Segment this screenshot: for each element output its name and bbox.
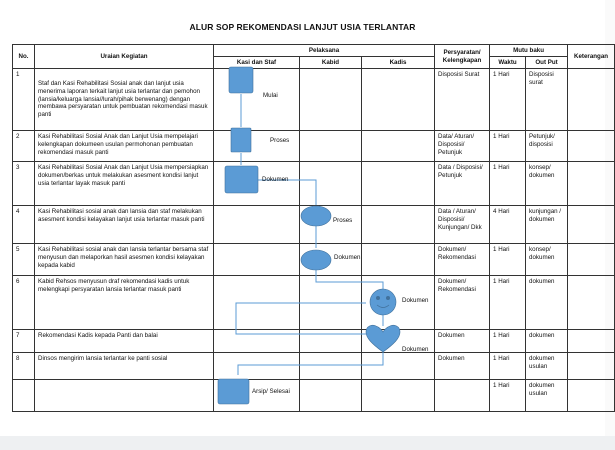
header-kadis: Kadis xyxy=(362,57,435,69)
node-label: Dokumen xyxy=(262,176,289,183)
row-time: 1 Hari xyxy=(490,131,526,162)
row-time: 4 Hari xyxy=(490,206,526,244)
row-time: 1 Hari xyxy=(490,380,526,412)
row-description: Kabid Rehsos menyusun draf rekomendasi kadis untuk melengkapi persyaratan lansia terlantar masuk panti xyxy=(35,276,214,330)
row-number: 7 xyxy=(13,330,35,353)
row-time: 1 Hari xyxy=(490,244,526,276)
row-description xyxy=(35,380,214,412)
row-output: dokumen xyxy=(526,330,568,353)
row-description: Rekomendasi Kadis kepada Panti dan balai xyxy=(35,330,214,353)
header-output: Out Put xyxy=(526,57,568,69)
row-output: Petunjuk/ disposisi xyxy=(526,131,568,162)
row-description: Kasi Rehabilitasi Sosial Anak dan Lanjut Usia mempelajari kelengkapan dokumeen usulan permohonan pembuatan rekomendasi masuk panti xyxy=(35,131,214,162)
row-number: 1 xyxy=(13,69,35,131)
row-output: kunjungan / dokumen xyxy=(526,206,568,244)
row-requirement xyxy=(435,380,490,412)
table-row xyxy=(13,330,615,353)
table-row xyxy=(13,353,615,380)
document-title: ALUR SOP REKOMENDASI LANJUT USIA TERLANTAR xyxy=(189,22,416,32)
row-time: 1 Hari xyxy=(490,330,526,353)
row-requirement: Dokumen/ Rekomendasi xyxy=(435,244,490,276)
row-output: dokumen usulan xyxy=(526,353,568,380)
row-requirement: Data / Aturan/ Disposisi/ Kunjungan/ Dkk xyxy=(435,206,490,244)
header-kabid: Kabid xyxy=(300,57,362,69)
row-number: 5 xyxy=(13,244,35,276)
node-label: Dokumen xyxy=(334,254,361,261)
header-waktu: Waktu xyxy=(490,57,526,69)
row-output: dokumen xyxy=(526,276,568,330)
row-requirement: Dokumen xyxy=(435,353,490,380)
row-output: Disposisi surat xyxy=(526,69,568,131)
node-label: Proses xyxy=(333,217,353,224)
row-number: 6 xyxy=(13,276,35,330)
row-time: 1 Hari xyxy=(490,276,526,330)
row-number: 4 xyxy=(13,206,35,244)
node-label: Dokumen xyxy=(402,297,429,304)
sop-table xyxy=(12,44,615,412)
row-output: konsep/ dokumen xyxy=(526,244,568,276)
table-row xyxy=(13,206,615,244)
row-requirement: Data/ Aturan/ Disposisi/ Petunjuk xyxy=(435,131,490,162)
row-output: dokumen usulan xyxy=(526,380,568,412)
header-pelaksana: Pelaksana xyxy=(214,45,435,57)
node-label: Proses xyxy=(270,137,290,144)
row-requirement: Disposisi Surat xyxy=(435,69,490,131)
row-description: Kasi Rehabilitasi sosial anak dan lansia terlantar bersama staf menyusun dan melaporkan hasil asesmen kondisi kelayakan kepada kabid xyxy=(35,244,214,276)
row-description: Staf dan Kasi Rehabilitasi Sosial anak dan lanjut usia menerima laporan terkait lanjut usia terlantar dan pemohon (lansia/keluarga lansia//lurah/pihak berwenang) dengan membawa persyaratan untuk pembuatan rekomendasi masuk panti xyxy=(35,69,214,131)
table-row xyxy=(13,69,615,131)
table-row xyxy=(13,162,615,206)
row-number: 8 xyxy=(13,353,35,380)
node-label: Mulai xyxy=(263,92,278,99)
row-time: 1 Hari xyxy=(490,69,526,131)
row-requirement: Dokumen xyxy=(435,330,490,353)
row-output: konsep/ dokumen xyxy=(526,162,568,206)
header-mutu-baku: Mutu baku xyxy=(490,45,568,57)
node-label: Dokumen xyxy=(402,346,429,353)
row-requirement: Dokumen/ Rekomendasi xyxy=(435,276,490,330)
row-number xyxy=(13,380,35,412)
row-time: 1 Hari xyxy=(490,353,526,380)
row-number: 3 xyxy=(13,162,35,206)
row-time: 1 Hari xyxy=(490,162,526,206)
row-number: 2 xyxy=(13,131,35,162)
table-row xyxy=(13,244,615,276)
table-row xyxy=(13,380,615,412)
table-row xyxy=(13,131,615,162)
row-requirement: Data / Disposisi/ Petunjuk xyxy=(435,162,490,206)
header-keterangan: Keterangan xyxy=(568,45,615,69)
row-description: Kasi Rehabilitasi sosial anak dan lansia dan staf melakukan asesment kondisi kelayakan lanjut usia terlantar masuk panti xyxy=(35,206,214,244)
bottom-margin xyxy=(0,436,615,450)
row-description: Dinsos mengirim lansia terlantar ke panti sosial xyxy=(35,353,214,380)
table-row xyxy=(13,276,615,330)
node-label: Arsip/ Selesai xyxy=(252,388,290,395)
header-persyaratan: Persyaratan/ Kelengkapan xyxy=(435,45,490,69)
header-no: No. xyxy=(13,45,35,69)
header-uraian: Uraian Kegiatan xyxy=(35,45,214,69)
header-kasi: Kasi dan Staf xyxy=(214,57,300,69)
row-description: Kasi Rehabilitasi Sosial Anak dan Lanjut Usia mempersiapkan dokumen/berkas untuk melakukan asesment kondisi lanjut usia terlantar layak masuk panti xyxy=(35,162,214,206)
